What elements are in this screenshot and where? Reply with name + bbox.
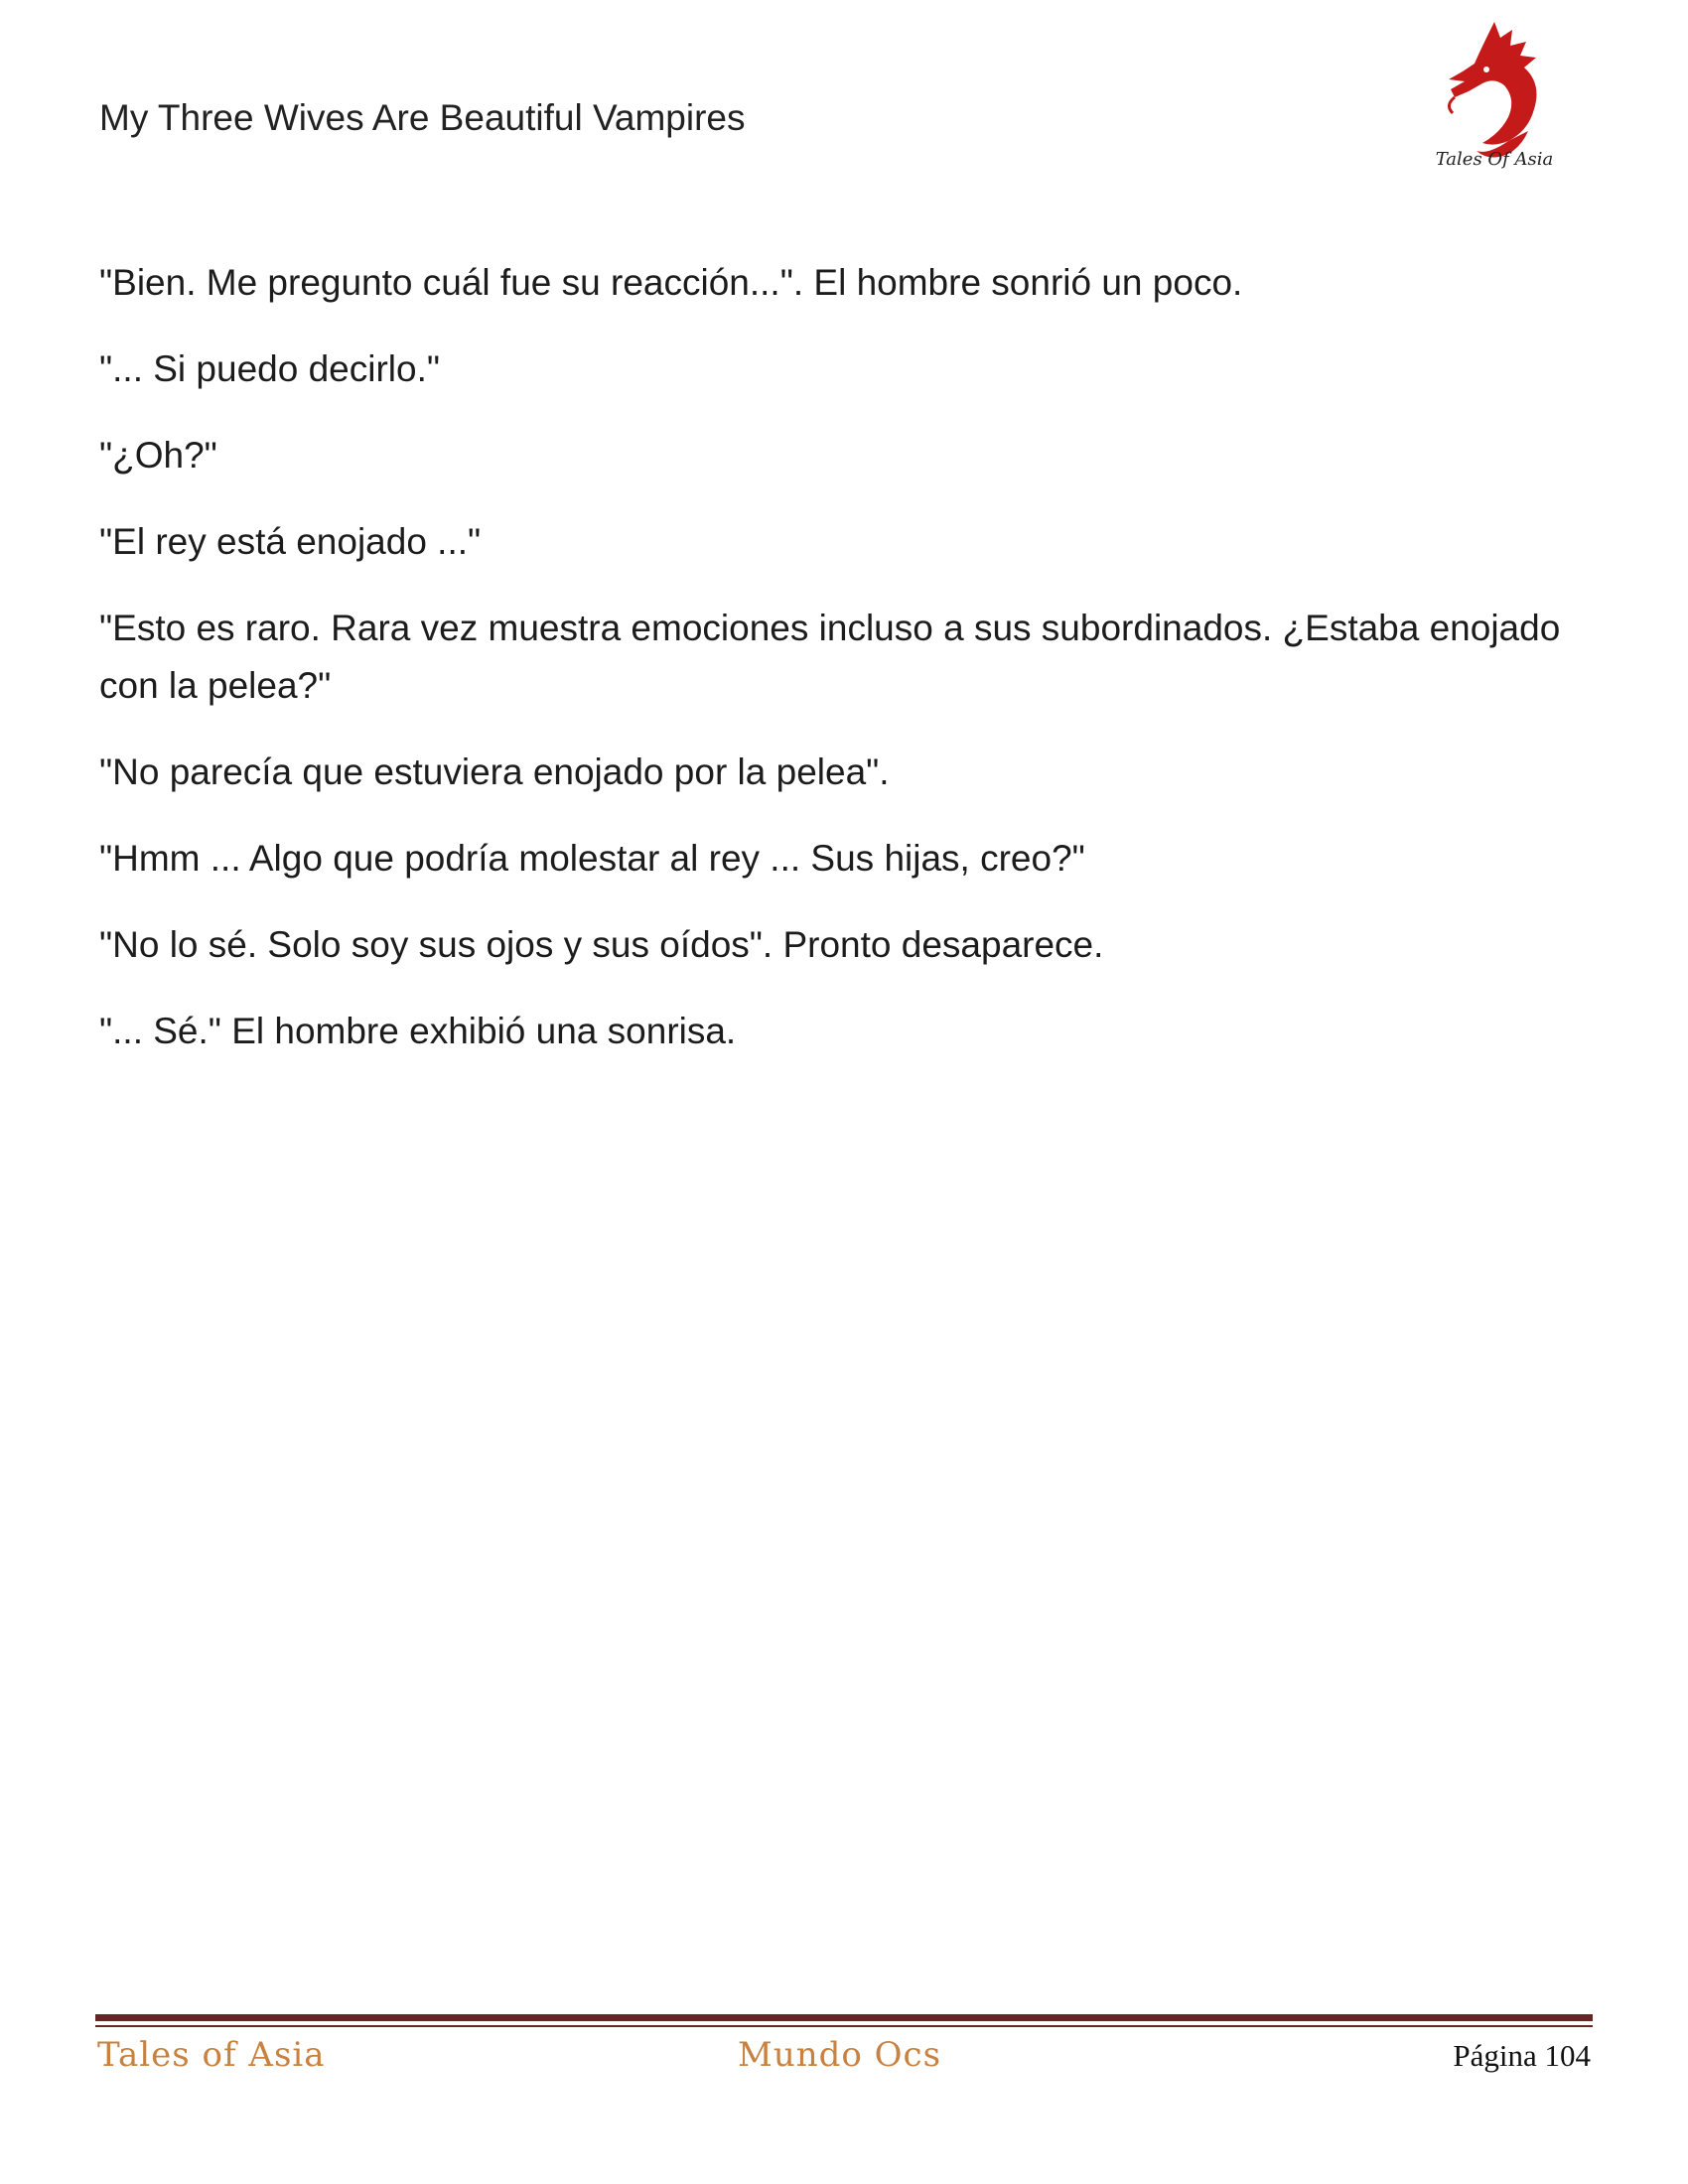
paragraph: "Bien. Me pregunto cuál fue su reacción...". El hombre sonrió un poco.	[99, 262, 1243, 303]
paragraph: "... Si puedo decirlo."	[99, 348, 441, 389]
paragraph: "No lo sé. Solo soy sus ojos y sus oídos". Pronto desaparece.	[99, 924, 1104, 965]
paragraph: "Hmm ... Algo que podría molestar al rey ... Sus hijas, creo?"	[99, 838, 1085, 879]
footer-rule-thin	[95, 2025, 1593, 2027]
document-title: My Three Wives Are Beautiful Vampires	[99, 97, 746, 138]
footer-rule	[95, 2014, 1593, 2021]
paragraph: "¿Oh?"	[99, 435, 217, 476]
paragraph: "El rey está enojado ..."	[99, 521, 482, 562]
paragraph: "... Sé." El hombre exhibió una sonrisa.	[99, 1011, 737, 1051]
logo-text: Tales Of Asia	[1435, 149, 1554, 170]
footer-publisher: Tales of Asia	[97, 2035, 326, 2075]
page-number: Página 104	[1453, 2038, 1591, 2073]
paragraph: "Esto es raro. Rara vez muestra emociones incluso a sus subordinados. ¿Estaba enojado con la pelea?"	[99, 608, 1561, 706]
body-text	[99, 254, 1599, 1089]
dragon-logo-icon	[1425, 14, 1564, 183]
footer-site: Mundo Ocs	[738, 2035, 942, 2075]
paragraph: "No parecía que estuviera enojado por la pelea".	[99, 751, 890, 792]
